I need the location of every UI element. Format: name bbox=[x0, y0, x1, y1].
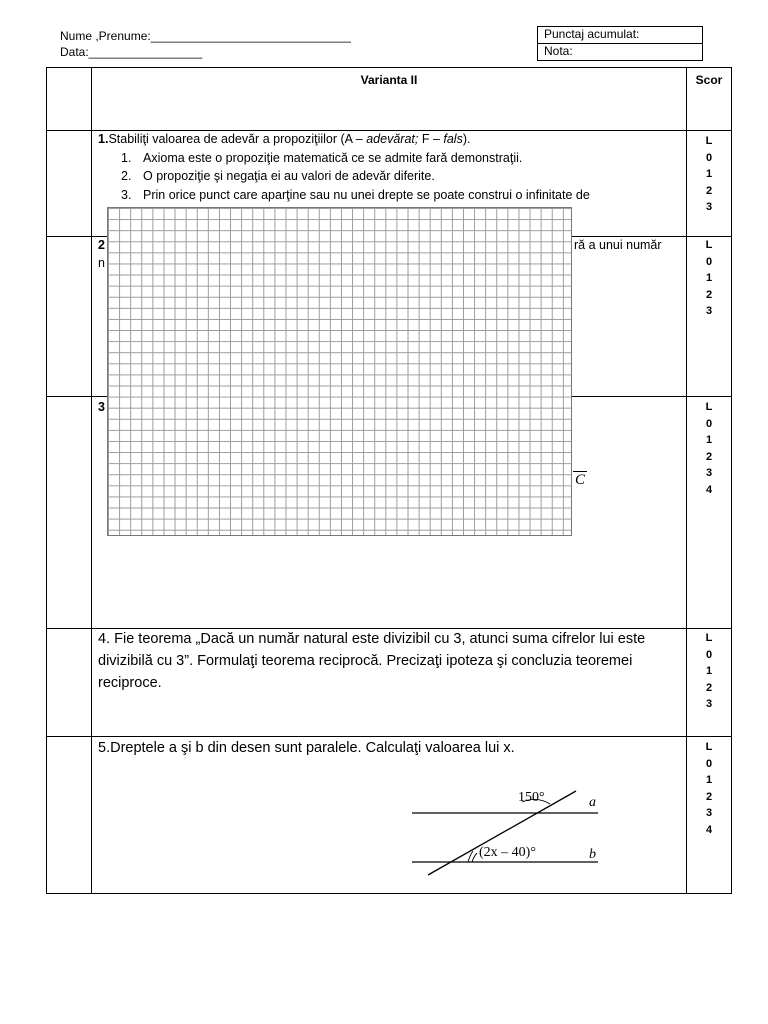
question-5: 5.Dreptele a şi b din desen sunt paralele. Calculaţi valoarea lui x. bbox=[98, 740, 515, 756]
score-header: Scor bbox=[695, 73, 723, 87]
question-1-prompt: 1.Stabiliţi valoarea de adevăr a propoziţiilor (A – adevărat; F – fals). bbox=[98, 132, 471, 146]
grade-box: Nota: bbox=[537, 43, 703, 61]
list-item: 2. O propoziţie şi negaţia ei au valori de adevăr diferite. bbox=[121, 169, 435, 183]
date-field[interactable]: Data:_________________ bbox=[60, 45, 203, 59]
line-label-a: a bbox=[589, 795, 596, 810]
segment-label-c: C bbox=[575, 472, 586, 488]
question-1-items bbox=[98, 149, 684, 205]
question-3-scores: L 0 1 2 3 4 bbox=[705, 401, 713, 496]
list-item: 3. Prin orice punct care aparţine sau nu unei drepte se poate construi o infinitate de bbox=[121, 187, 590, 202]
question-1 bbox=[98, 130, 684, 204]
list-item: 1. Axioma este o propoziţie matematică ce se admite fară demonstraţii. bbox=[121, 150, 523, 165]
angle-arc-bottom-2 bbox=[472, 853, 477, 862]
question-2-number: 2 bbox=[98, 238, 105, 252]
question-2-scores: L 0 1 2 3 bbox=[705, 239, 713, 318]
accumulated-score-box: Punctaj acumulat: bbox=[537, 26, 703, 44]
question-5-scores: L 0 1 2 3 4 bbox=[705, 741, 713, 836]
question-2-text-right: ră a unui număr bbox=[574, 238, 662, 252]
parallel-lines-figure bbox=[400, 780, 620, 880]
line-label-b: b bbox=[589, 847, 596, 862]
variant-title: Varianta II bbox=[360, 73, 418, 87]
name-field[interactable]: Nume ,Prenume:______________________________ bbox=[60, 29, 351, 43]
grid-paper-overlay bbox=[107, 207, 572, 536]
angle-label-bottom: (2x – 40)° bbox=[479, 845, 536, 860]
angle-label-top: 150° bbox=[518, 790, 545, 805]
question-3-number: 3 bbox=[98, 400, 105, 414]
question-2-text-left: n bbox=[98, 256, 105, 270]
question-4: 4. Fie teorema „Dacă un număr natural este divizibil cu 3, atunci suma cifrelor lui este divizibilă cu 3”. Formulaţi teorema reciprocă. Precizaţi ipoteza şi concluzia teoremei reciproce. bbox=[98, 631, 646, 691]
question-4-scores: L 0 1 2 3 bbox=[705, 632, 713, 711]
question-1-scores: L 0 1 2 3 bbox=[705, 135, 713, 214]
